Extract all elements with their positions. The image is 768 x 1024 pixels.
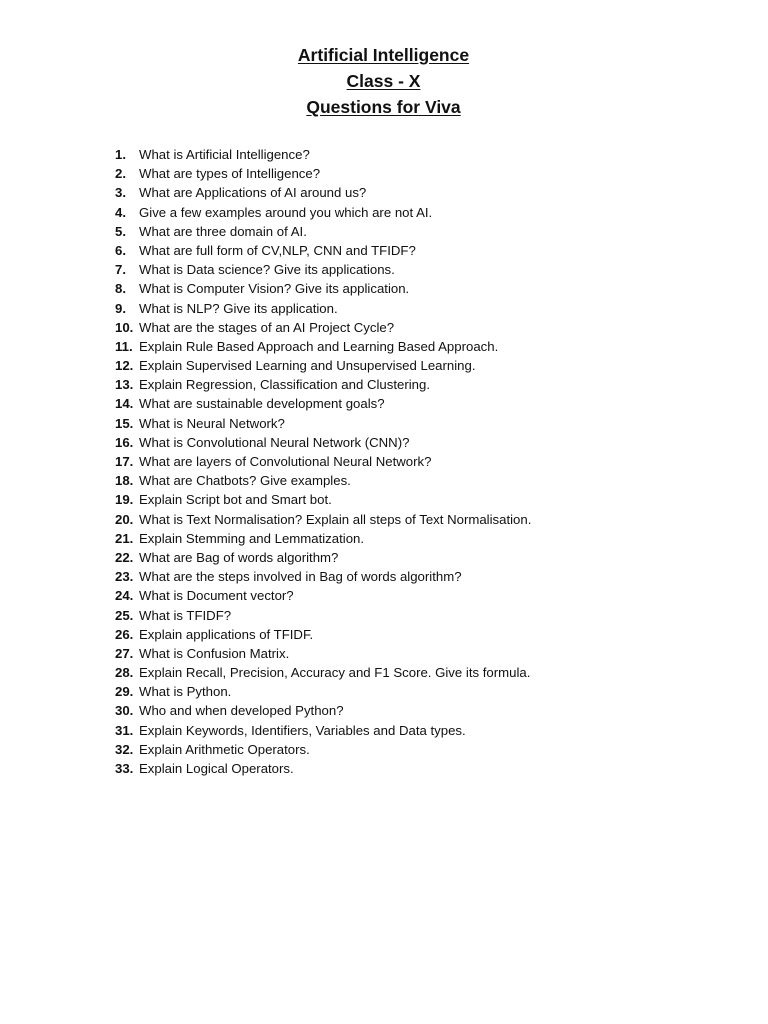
question-item bbox=[115, 721, 531, 740]
question-item bbox=[115, 164, 531, 183]
question-number: 6. bbox=[115, 242, 126, 258]
question-item bbox=[115, 606, 531, 625]
question-item bbox=[115, 452, 531, 471]
question-text: Who and when developed Python? bbox=[139, 703, 344, 719]
question-number: 5. bbox=[115, 223, 126, 239]
question-number: 22. bbox=[115, 549, 134, 565]
question-number: 18. bbox=[115, 473, 134, 489]
question-number: 1. bbox=[115, 147, 126, 162]
question-number: 4. bbox=[115, 204, 126, 220]
question-number: 27. bbox=[115, 645, 134, 661]
question-text: Explain Recall, Precision, Accuracy and F1 Score. Give its formula. bbox=[139, 665, 531, 681]
question-number: 3. bbox=[115, 185, 126, 201]
question-text: What is Computer Vision? Give its application. bbox=[139, 281, 410, 297]
question-number: 2. bbox=[115, 166, 126, 182]
question-number: 28. bbox=[115, 665, 134, 681]
question-text: What is NLP? Give its application. bbox=[139, 300, 338, 316]
question-item bbox=[115, 414, 531, 433]
question-number: 19. bbox=[115, 492, 134, 508]
question-text: What are Bag of words algorithm? bbox=[139, 549, 339, 565]
question-number: 31. bbox=[115, 722, 134, 738]
question-item bbox=[115, 644, 531, 663]
question-item bbox=[115, 548, 531, 567]
question-text: What is Confusion Matrix. bbox=[139, 645, 290, 661]
question-number: 12. bbox=[115, 358, 134, 374]
question-text: Explain Supervised Learning and Unsupervised Learning. bbox=[139, 358, 476, 374]
question-text: What are the steps involved in Bag of words algorithm? bbox=[139, 569, 462, 585]
question-item bbox=[115, 222, 531, 241]
question-number: 23. bbox=[115, 569, 134, 585]
question-item bbox=[115, 529, 531, 548]
document-title: Artificial Intelligence bbox=[297, 45, 470, 65]
question-number: 13. bbox=[115, 377, 134, 393]
question-item bbox=[115, 740, 531, 759]
question-item bbox=[115, 471, 531, 490]
question-item bbox=[115, 241, 531, 260]
question-text: What are types of Intelligence? bbox=[139, 166, 321, 182]
question-number: 9. bbox=[115, 300, 126, 316]
question-number: 7. bbox=[115, 262, 126, 278]
question-number: 17. bbox=[115, 454, 134, 469]
class-label: Class - X bbox=[346, 71, 421, 91]
question-item bbox=[115, 586, 531, 605]
question-text: What are full form of CV,NLP, CNN and TFIDF? bbox=[139, 242, 416, 258]
question-text: What are sustainable development goals? bbox=[139, 396, 385, 412]
question-text: What is Python. bbox=[139, 684, 232, 700]
document-subtitle: Questions for Viva bbox=[306, 97, 461, 117]
question-item bbox=[115, 567, 531, 586]
question-item bbox=[115, 663, 531, 682]
question-text: What is Artificial Intelligence? bbox=[139, 147, 310, 162]
question-item bbox=[115, 625, 531, 644]
question-item bbox=[115, 299, 531, 318]
question-text: What is Text Normalisation? Explain all steps of Text Normalisation. bbox=[139, 511, 532, 527]
question-number: 16. bbox=[115, 434, 134, 450]
question-text: Give a few examples around you which are not AI. bbox=[139, 204, 433, 220]
question-item bbox=[115, 490, 531, 509]
question-number: 32. bbox=[115, 741, 134, 757]
question-number: 11. bbox=[115, 338, 133, 354]
question-item bbox=[115, 279, 531, 298]
question-text: Explain Regression, Classification and Clustering. bbox=[139, 377, 431, 393]
question-number: 15. bbox=[115, 415, 134, 431]
question-item bbox=[115, 260, 531, 279]
question-item bbox=[115, 375, 531, 394]
question-text: What is Convolutional Neural Network (CNN)? bbox=[139, 434, 410, 450]
question-text: What are the stages of an AI Project Cycle? bbox=[139, 319, 395, 335]
question-number: 30. bbox=[115, 703, 134, 719]
question-number: 29. bbox=[115, 684, 134, 700]
question-text: What are layers of Convolutional Neural Network? bbox=[139, 454, 432, 469]
question-number: 10. bbox=[115, 319, 134, 335]
question-text: Explain Stemming and Lemmatization. bbox=[139, 530, 365, 546]
question-text: Explain Script bot and Smart bot. bbox=[139, 492, 332, 508]
question-item bbox=[115, 145, 531, 164]
question-item bbox=[115, 183, 531, 202]
document-header bbox=[0, 42, 768, 120]
question-item bbox=[115, 394, 531, 413]
question-text: Explain Logical Operators. bbox=[139, 761, 294, 776]
question-text: Explain applications of TFIDF. bbox=[139, 626, 314, 642]
question-list bbox=[115, 145, 531, 778]
question-item bbox=[115, 759, 531, 778]
question-number: 20. bbox=[115, 511, 134, 527]
question-item bbox=[115, 510, 531, 529]
question-text: Explain Arithmetic Operators. bbox=[139, 741, 310, 757]
question-number: 21. bbox=[115, 530, 134, 546]
question-item bbox=[115, 203, 531, 222]
question-item bbox=[115, 701, 531, 720]
question-number: 8. bbox=[115, 281, 126, 297]
question-text: What are Applications of AI around us? bbox=[139, 185, 367, 201]
question-text: What are three domain of AI. bbox=[139, 223, 307, 239]
question-text: What is Document vector? bbox=[139, 588, 294, 604]
question-text: What is Data science? Give its applications. bbox=[139, 262, 395, 278]
question-item bbox=[115, 318, 531, 337]
question-text: What is TFIDF? bbox=[139, 607, 232, 623]
question-number: 26. bbox=[115, 626, 134, 642]
question-item bbox=[115, 337, 531, 356]
question-number: 24. bbox=[115, 588, 134, 604]
question-text: What is Neural Network? bbox=[139, 415, 285, 431]
question-text: Explain Keywords, Identifiers, Variables and Data types. bbox=[139, 722, 466, 738]
question-number: 14. bbox=[115, 396, 134, 412]
question-item bbox=[115, 433, 531, 452]
question-number: 25. bbox=[115, 607, 134, 623]
question-text: Explain Rule Based Approach and Learning Based Approach. bbox=[139, 338, 499, 354]
question-number: 33. bbox=[115, 761, 134, 776]
question-text: What are Chatbots? Give examples. bbox=[139, 473, 351, 489]
question-item bbox=[115, 356, 531, 375]
question-item bbox=[115, 682, 531, 701]
